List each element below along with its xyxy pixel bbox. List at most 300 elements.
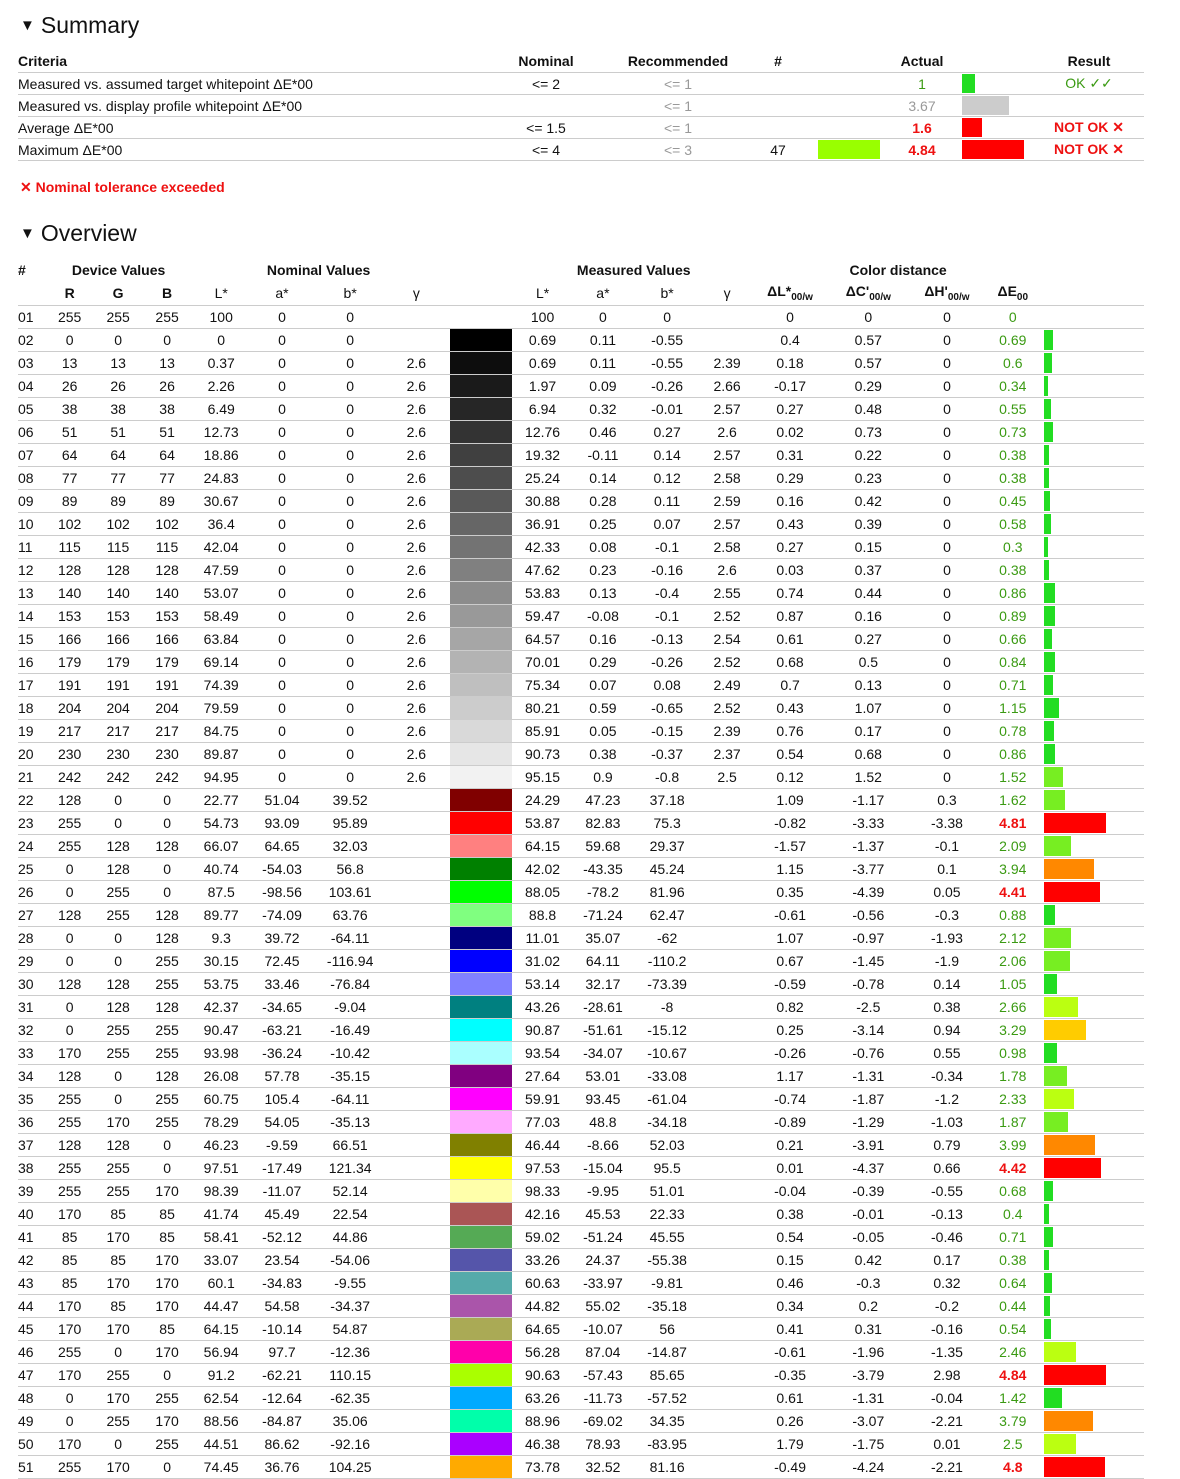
patch-row — [18, 1387, 1144, 1410]
delta-c-cell: -1.45 — [826, 950, 911, 973]
nominal-gamma-cell — [387, 904, 446, 927]
delta-e-bar-cell — [1042, 375, 1144, 398]
nominal-gamma-cell — [387, 950, 446, 973]
delta-h-cell: 0 — [911, 605, 984, 628]
delta-e-bar — [1044, 928, 1071, 948]
delta-h-cell: 0 — [911, 743, 984, 766]
device-g-cell: 89 — [94, 490, 143, 513]
color-swatch-cell — [446, 1387, 514, 1410]
nominal-b-cell: -62.35 — [313, 1387, 387, 1410]
nominal-gamma-cell: 2.6 — [387, 352, 446, 375]
color-swatch-cell — [446, 789, 514, 812]
measured-b-cell: -0.13 — [634, 628, 700, 651]
measured-a-cell: -69.02 — [572, 1410, 634, 1433]
delta-e-cell: 0.78 — [983, 720, 1042, 743]
delta-e-bar-cell — [1042, 1157, 1144, 1180]
delta-e-cell: 0.66 — [983, 628, 1042, 651]
measured-l-cell: 43.26 — [513, 996, 571, 1019]
nominal-l-cell: 30.15 — [192, 950, 251, 973]
delta-l-cell: 0.21 — [754, 1134, 826, 1157]
nominal-l-cell: 58.49 — [192, 605, 251, 628]
device-r-cell: 0 — [46, 881, 94, 904]
measured-b-cell: 0.12 — [634, 467, 700, 490]
delta-l-cell: 1.17 — [754, 1065, 826, 1088]
delta-e-bar-cell — [1042, 628, 1144, 651]
device-r-cell: 230 — [46, 743, 94, 766]
color-swatch-cell — [446, 605, 514, 628]
device-g-cell: 13 — [94, 352, 143, 375]
device-r-cell: 0 — [46, 329, 94, 352]
index-cell: 01 — [18, 306, 46, 329]
index-cell: 39 — [18, 1180, 46, 1203]
delta-e-bar-cell — [1042, 352, 1144, 375]
delta-h-cell: -0.16 — [911, 1318, 984, 1341]
color-swatch — [450, 1065, 512, 1087]
delta-e-cell: 0.88 — [983, 904, 1042, 927]
nominal-gamma-cell — [387, 1318, 446, 1341]
device-b-cell: 170 — [143, 1249, 192, 1272]
color-swatch — [450, 605, 512, 627]
patch-row — [18, 743, 1144, 766]
measured-l-cell: 46.44 — [513, 1134, 571, 1157]
nominal-gamma-cell — [387, 1019, 446, 1042]
measured-a-cell: 45.53 — [572, 1203, 634, 1226]
patch-row — [18, 720, 1144, 743]
color-swatch-cell — [446, 927, 514, 950]
delta-e-bar — [1044, 353, 1052, 373]
delta-h-cell: -1.35 — [911, 1341, 984, 1364]
delta-e-cell: 0.73 — [983, 421, 1042, 444]
measured-l-cell: 77.03 — [513, 1111, 571, 1134]
delta-h-cell: 0 — [911, 766, 984, 789]
nominal-b-cell: 0 — [313, 398, 387, 421]
delta-e-bar-cell — [1042, 1272, 1144, 1295]
measured-l-cell: 59.47 — [513, 605, 571, 628]
delta-l-cell: 0.27 — [754, 536, 826, 559]
delta-l-cell: 0.35 — [754, 881, 826, 904]
delta-e-bar — [1044, 1411, 1093, 1431]
delta-e-bar-cell — [1042, 674, 1144, 697]
overview-title: Overview — [40, 220, 137, 246]
device-r-cell: 170 — [46, 1203, 94, 1226]
device-b-cell: 128 — [143, 996, 192, 1019]
header-recommended: Recommended — [627, 53, 729, 69]
measured-gamma-cell: 2.5 — [700, 766, 754, 789]
delta-e-bar — [1044, 1342, 1076, 1362]
delta-e-cell: 1.78 — [983, 1065, 1042, 1088]
patch-row — [18, 605, 1144, 628]
delta-e-bar-cell — [1042, 697, 1144, 720]
patch-row — [18, 1088, 1144, 1111]
delta-e-bar — [1044, 1227, 1053, 1247]
header-delta-c: $\Delta C'_{00/w}$ — [826, 281, 911, 306]
measured-a-cell: 0.25 — [572, 513, 634, 536]
nominal-a-cell: -9.59 — [251, 1134, 313, 1157]
device-g-cell: 255 — [94, 306, 143, 329]
patch-row — [18, 1065, 1144, 1088]
delta-e-bar — [1044, 767, 1063, 787]
device-r-cell: 255 — [46, 812, 94, 835]
nominal-a-cell: 0 — [251, 352, 313, 375]
delta-c-cell: 0.17 — [826, 720, 911, 743]
nominal-l-cell: 0.37 — [192, 352, 251, 375]
device-g-cell: 170 — [94, 1456, 143, 1479]
device-r-cell: 115 — [46, 536, 94, 559]
delta-l-cell: -0.82 — [754, 812, 826, 835]
nominal-b-cell: 0 — [313, 306, 387, 329]
device-r-cell: 153 — [46, 605, 94, 628]
delta-e-cell: 0.44 — [983, 1295, 1042, 1318]
actual-bar — [962, 96, 1009, 115]
nominal-a-cell: 54.05 — [251, 1111, 313, 1134]
measured-b-cell: -0.01 — [634, 398, 700, 421]
delta-l-cell: -1.57 — [754, 835, 826, 858]
device-b-cell: 0 — [143, 789, 192, 812]
summary-section-title[interactable] — [20, 12, 139, 39]
delta-l-cell: -0.17 — [754, 375, 826, 398]
device-b-cell: 230 — [143, 743, 192, 766]
color-swatch — [450, 1318, 512, 1340]
delta-c-cell: -0.3 — [826, 1272, 911, 1295]
delta-e-bar — [1044, 1158, 1101, 1178]
result-value: OK ✓✓ — [1034, 73, 1144, 95]
measured-l-cell: 30.88 — [513, 490, 571, 513]
patch-row — [18, 1249, 1144, 1272]
delta-c-cell: -1.96 — [826, 1341, 911, 1364]
header-index: # — [18, 262, 26, 278]
measured-b-cell: -0.1 — [634, 605, 700, 628]
delta-h-cell: -3.38 — [911, 812, 984, 835]
delta-h-cell: -0.2 — [911, 1295, 984, 1318]
delta-c-cell: 0.23 — [826, 467, 911, 490]
index-cell: 35 — [18, 1088, 46, 1111]
delta-l-cell: -0.04 — [754, 1180, 826, 1203]
delta-e-cell: 0.71 — [983, 1226, 1042, 1249]
device-b-cell: 140 — [143, 582, 192, 605]
nominal-gamma-cell: 2.6 — [387, 605, 446, 628]
index-cell: 29 — [18, 950, 46, 973]
delta-e-bar — [1044, 560, 1049, 580]
device-b-cell: 51 — [143, 421, 192, 444]
nominal-b-cell: -54.06 — [313, 1249, 387, 1272]
delta-e-bar-cell — [1042, 904, 1144, 927]
measured-a-cell: 0.29 — [572, 651, 634, 674]
index-cell: 10 — [18, 513, 46, 536]
delta-l-cell: -0.61 — [754, 904, 826, 927]
delta-e-bar — [1044, 675, 1053, 695]
summary-row — [18, 73, 1144, 95]
device-r-cell: 128 — [46, 559, 94, 582]
patch-row — [18, 858, 1144, 881]
delta-e-bar — [1044, 1434, 1076, 1454]
delta-e-cell: 3.29 — [983, 1019, 1042, 1042]
nominal-l-cell: 69.14 — [192, 651, 251, 674]
delta-h-cell: 0 — [911, 697, 984, 720]
nominal-b-cell: 54.87 — [313, 1318, 387, 1341]
nominal-a-cell: 93.09 — [251, 812, 313, 835]
nominal-gamma-cell: 2.6 — [387, 559, 446, 582]
delta-e-bar-cell — [1042, 513, 1144, 536]
nominal-b-cell: 0 — [313, 743, 387, 766]
tolerance-warning: ✕ Nominal tolerance exceeded — [20, 179, 225, 195]
delta-e-cell: 0.4 — [983, 1203, 1042, 1226]
device-g-cell: 51 — [94, 421, 143, 444]
nominal-gamma-cell — [387, 1134, 446, 1157]
nominal-a-cell: 0 — [251, 421, 313, 444]
header-measured-a: a* — [572, 281, 634, 306]
measured-a-cell: -0.08 — [572, 605, 634, 628]
measured-a-cell: 0.59 — [572, 697, 634, 720]
delta-e-bar — [1044, 1020, 1086, 1040]
nominal-gamma-cell: 2.6 — [387, 398, 446, 421]
delta-e-bar-cell — [1042, 651, 1144, 674]
measured-gamma-cell — [700, 1042, 754, 1065]
patch-row — [18, 927, 1144, 950]
device-g-cell: 128 — [94, 996, 143, 1019]
patch-row — [18, 674, 1144, 697]
measured-gamma-cell — [700, 1088, 754, 1111]
nominal-b-cell: 0 — [313, 536, 387, 559]
criteria-label: Measured vs. display profile whitepoint ΔE*00 — [18, 95, 474, 117]
delta-h-cell: 0 — [911, 674, 984, 697]
delta-e-bar — [1044, 997, 1078, 1017]
delta-e-cell: 2.06 — [983, 950, 1042, 973]
index-cell: 17 — [18, 674, 46, 697]
nominal-b-cell: -35.13 — [313, 1111, 387, 1134]
device-g-cell: 85 — [94, 1295, 143, 1318]
measured-gamma-cell — [700, 1249, 754, 1272]
delta-e-bar-cell — [1042, 1433, 1144, 1456]
patch-row — [18, 1318, 1144, 1341]
delta-e-bar-cell — [1042, 858, 1144, 881]
header-nominal: Nominal — [518, 53, 574, 69]
delta-l-cell: 0.26 — [754, 1410, 826, 1433]
nominal-l-cell: 30.67 — [192, 490, 251, 513]
patch-row — [18, 697, 1144, 720]
measured-gamma-cell — [700, 329, 754, 352]
nominal-b-cell: 0 — [313, 605, 387, 628]
delta-c-cell: 0.44 — [826, 582, 911, 605]
index-cell: 49 — [18, 1410, 46, 1433]
measured-a-cell: 24.37 — [572, 1249, 634, 1272]
measured-l-cell: 27.64 — [513, 1065, 571, 1088]
nominal-l-cell: 53.75 — [192, 973, 251, 996]
collapse-triangle-icon[interactable]: ▼ — [20, 225, 35, 242]
delta-e-bar-cell — [1042, 1456, 1144, 1479]
nominal-a-cell: -52.12 — [251, 1226, 313, 1249]
nominal-a-cell: -36.24 — [251, 1042, 313, 1065]
nominal-l-cell: 42.04 — [192, 536, 251, 559]
measured-l-cell: 0.69 — [513, 329, 571, 352]
delta-c-cell: -4.39 — [826, 881, 911, 904]
nominal-l-cell: 98.39 — [192, 1180, 251, 1203]
measured-gamma-cell: 2.57 — [700, 513, 754, 536]
nominal-a-cell: 97.7 — [251, 1341, 313, 1364]
delta-e-bar-cell — [1042, 1226, 1144, 1249]
measured-b-cell: -35.18 — [634, 1295, 700, 1318]
measured-l-cell: 0.69 — [513, 352, 571, 375]
device-r-cell: 85 — [46, 1226, 94, 1249]
delta-h-cell: -2.21 — [911, 1410, 984, 1433]
delta-h-cell: -0.55 — [911, 1180, 984, 1203]
nominal-a-cell: 57.78 — [251, 1065, 313, 1088]
device-b-cell: 204 — [143, 697, 192, 720]
color-swatch — [450, 743, 512, 765]
measured-a-cell: -71.24 — [572, 904, 634, 927]
index-cell: 45 — [18, 1318, 46, 1341]
color-swatch-cell — [446, 1249, 514, 1272]
delta-c-cell: -0.56 — [826, 904, 911, 927]
patch-row — [18, 1203, 1144, 1226]
nominal-b-cell: 0 — [313, 697, 387, 720]
nominal-a-cell: 0 — [251, 651, 313, 674]
nominal-b-cell: 0 — [313, 329, 387, 352]
device-r-cell: 128 — [46, 1134, 94, 1157]
delta-l-cell: 0.54 — [754, 1226, 826, 1249]
patch-row — [18, 329, 1144, 352]
delta-e-cell: 0.34 — [983, 375, 1042, 398]
measured-l-cell: 12.76 — [513, 421, 571, 444]
measured-l-cell: 36.91 — [513, 513, 571, 536]
delta-e-bar — [1044, 1181, 1053, 1201]
delta-c-cell: 0.39 — [826, 513, 911, 536]
measured-a-cell: -51.24 — [572, 1226, 634, 1249]
delta-e-bar — [1044, 1365, 1106, 1385]
measured-gamma-cell: 2.58 — [700, 467, 754, 490]
delta-l-cell: 0.29 — [754, 467, 826, 490]
measured-l-cell: 64.57 — [513, 628, 571, 651]
delta-l-cell: 0.67 — [754, 950, 826, 973]
nominal-a-cell: 33.46 — [251, 973, 313, 996]
index-cell: 04 — [18, 375, 46, 398]
color-swatch-cell — [446, 559, 514, 582]
device-g-cell: 170 — [94, 1272, 143, 1295]
patch-row — [18, 1134, 1144, 1157]
measured-a-cell: 0.14 — [572, 467, 634, 490]
delta-c-cell: 0.2 — [826, 1295, 911, 1318]
delta-e-bar-cell — [1042, 398, 1144, 421]
device-g-cell: 128 — [94, 973, 143, 996]
color-swatch-cell — [446, 1456, 514, 1479]
measured-gamma-cell — [700, 789, 754, 812]
delta-c-cell: -3.33 — [826, 812, 911, 835]
measured-b-cell: -57.52 — [634, 1387, 700, 1410]
device-g-cell: 170 — [94, 1387, 143, 1410]
device-g-cell: 128 — [94, 858, 143, 881]
collapse-triangle-icon[interactable]: ▼ — [20, 17, 35, 34]
overview-section-title[interactable] — [20, 220, 137, 247]
delta-e-bar-cell — [1042, 306, 1144, 329]
nominal-l-cell: 91.2 — [192, 1364, 251, 1387]
nominal-a-cell: 0 — [251, 743, 313, 766]
measured-gamma-cell: 2.52 — [700, 605, 754, 628]
delta-e-bar-cell — [1042, 1111, 1144, 1134]
color-swatch-cell — [446, 490, 514, 513]
delta-l-cell: 0.38 — [754, 1203, 826, 1226]
delta-c-cell: -1.75 — [826, 1433, 911, 1456]
measured-a-cell: 53.01 — [572, 1065, 634, 1088]
header-measured-values: Measured Values — [576, 262, 691, 278]
measured-gamma-cell — [700, 1318, 754, 1341]
device-g-cell: 0 — [94, 789, 143, 812]
nominal-a-cell: 0 — [251, 444, 313, 467]
delta-e-cell: 0.3 — [983, 536, 1042, 559]
delta-c-cell: 0.31 — [826, 1318, 911, 1341]
measured-gamma-cell — [700, 1410, 754, 1433]
nominal-l-cell: 36.4 — [192, 513, 251, 536]
index-cell: 31 — [18, 996, 46, 1019]
actual-bar-cell — [962, 117, 1034, 139]
nominal-gamma-cell: 2.6 — [387, 513, 446, 536]
index-cell: 12 — [18, 559, 46, 582]
actual-bar — [962, 74, 975, 93]
nominal-gamma-cell — [387, 329, 446, 352]
nominal-l-cell: 84.75 — [192, 720, 251, 743]
nominal-l-cell: 100 — [192, 306, 251, 329]
device-g-cell: 140 — [94, 582, 143, 605]
measured-a-cell: -43.35 — [572, 858, 634, 881]
patch-row — [18, 789, 1144, 812]
index-cell: 18 — [18, 697, 46, 720]
nominal-l-cell: 64.15 — [192, 1318, 251, 1341]
device-b-cell: 85 — [143, 1203, 192, 1226]
color-swatch-cell — [446, 766, 514, 789]
device-b-cell: 0 — [143, 812, 192, 835]
device-b-cell: 255 — [143, 1042, 192, 1065]
nominal-gamma-cell — [387, 1065, 446, 1088]
delta-e-bar-cell — [1042, 1088, 1144, 1111]
delta-e-cell: 4.41 — [983, 881, 1042, 904]
header-r: R — [46, 281, 94, 306]
delta-e-cell: 2.33 — [983, 1088, 1042, 1111]
delta-l-cell: 1.09 — [754, 789, 826, 812]
measured-l-cell: 100 — [513, 306, 571, 329]
measured-b-cell: 45.55 — [634, 1226, 700, 1249]
device-b-cell: 170 — [143, 1295, 192, 1318]
index-cell: 42 — [18, 1249, 46, 1272]
delta-e-bar — [1044, 882, 1100, 902]
measured-b-cell: 62.47 — [634, 904, 700, 927]
nominal-b-cell: -9.55 — [313, 1272, 387, 1295]
delta-l-cell: 0.82 — [754, 996, 826, 1019]
device-r-cell: 128 — [46, 973, 94, 996]
nominal-a-cell: 0 — [251, 582, 313, 605]
index-cell: 41 — [18, 1226, 46, 1249]
color-swatch — [450, 766, 512, 788]
measured-b-cell: -0.4 — [634, 582, 700, 605]
nominal-gamma-cell — [387, 1249, 446, 1272]
delta-h-cell: 0 — [911, 329, 984, 352]
delta-h-cell: 0 — [911, 559, 984, 582]
delta-l-cell: -0.35 — [754, 1364, 826, 1387]
measured-gamma-cell — [700, 1203, 754, 1226]
nominal-b-cell: 63.76 — [313, 904, 387, 927]
measured-gamma-cell — [700, 1157, 754, 1180]
result-value: NOT OK ✕ — [1034, 117, 1144, 139]
delta-h-cell: 0.3 — [911, 789, 984, 812]
device-b-cell: 170 — [143, 1410, 192, 1433]
nominal-b-cell: 0 — [313, 375, 387, 398]
measured-b-cell: -0.15 — [634, 720, 700, 743]
measured-gamma-cell: 2.57 — [700, 444, 754, 467]
nominal-l-cell: 88.56 — [192, 1410, 251, 1433]
delta-e-bar — [1044, 652, 1055, 672]
measured-a-cell: -10.07 — [572, 1318, 634, 1341]
device-r-cell: 204 — [46, 697, 94, 720]
index-cell: 36 — [18, 1111, 46, 1134]
delta-h-cell: 0 — [911, 628, 984, 651]
color-swatch — [450, 697, 512, 719]
